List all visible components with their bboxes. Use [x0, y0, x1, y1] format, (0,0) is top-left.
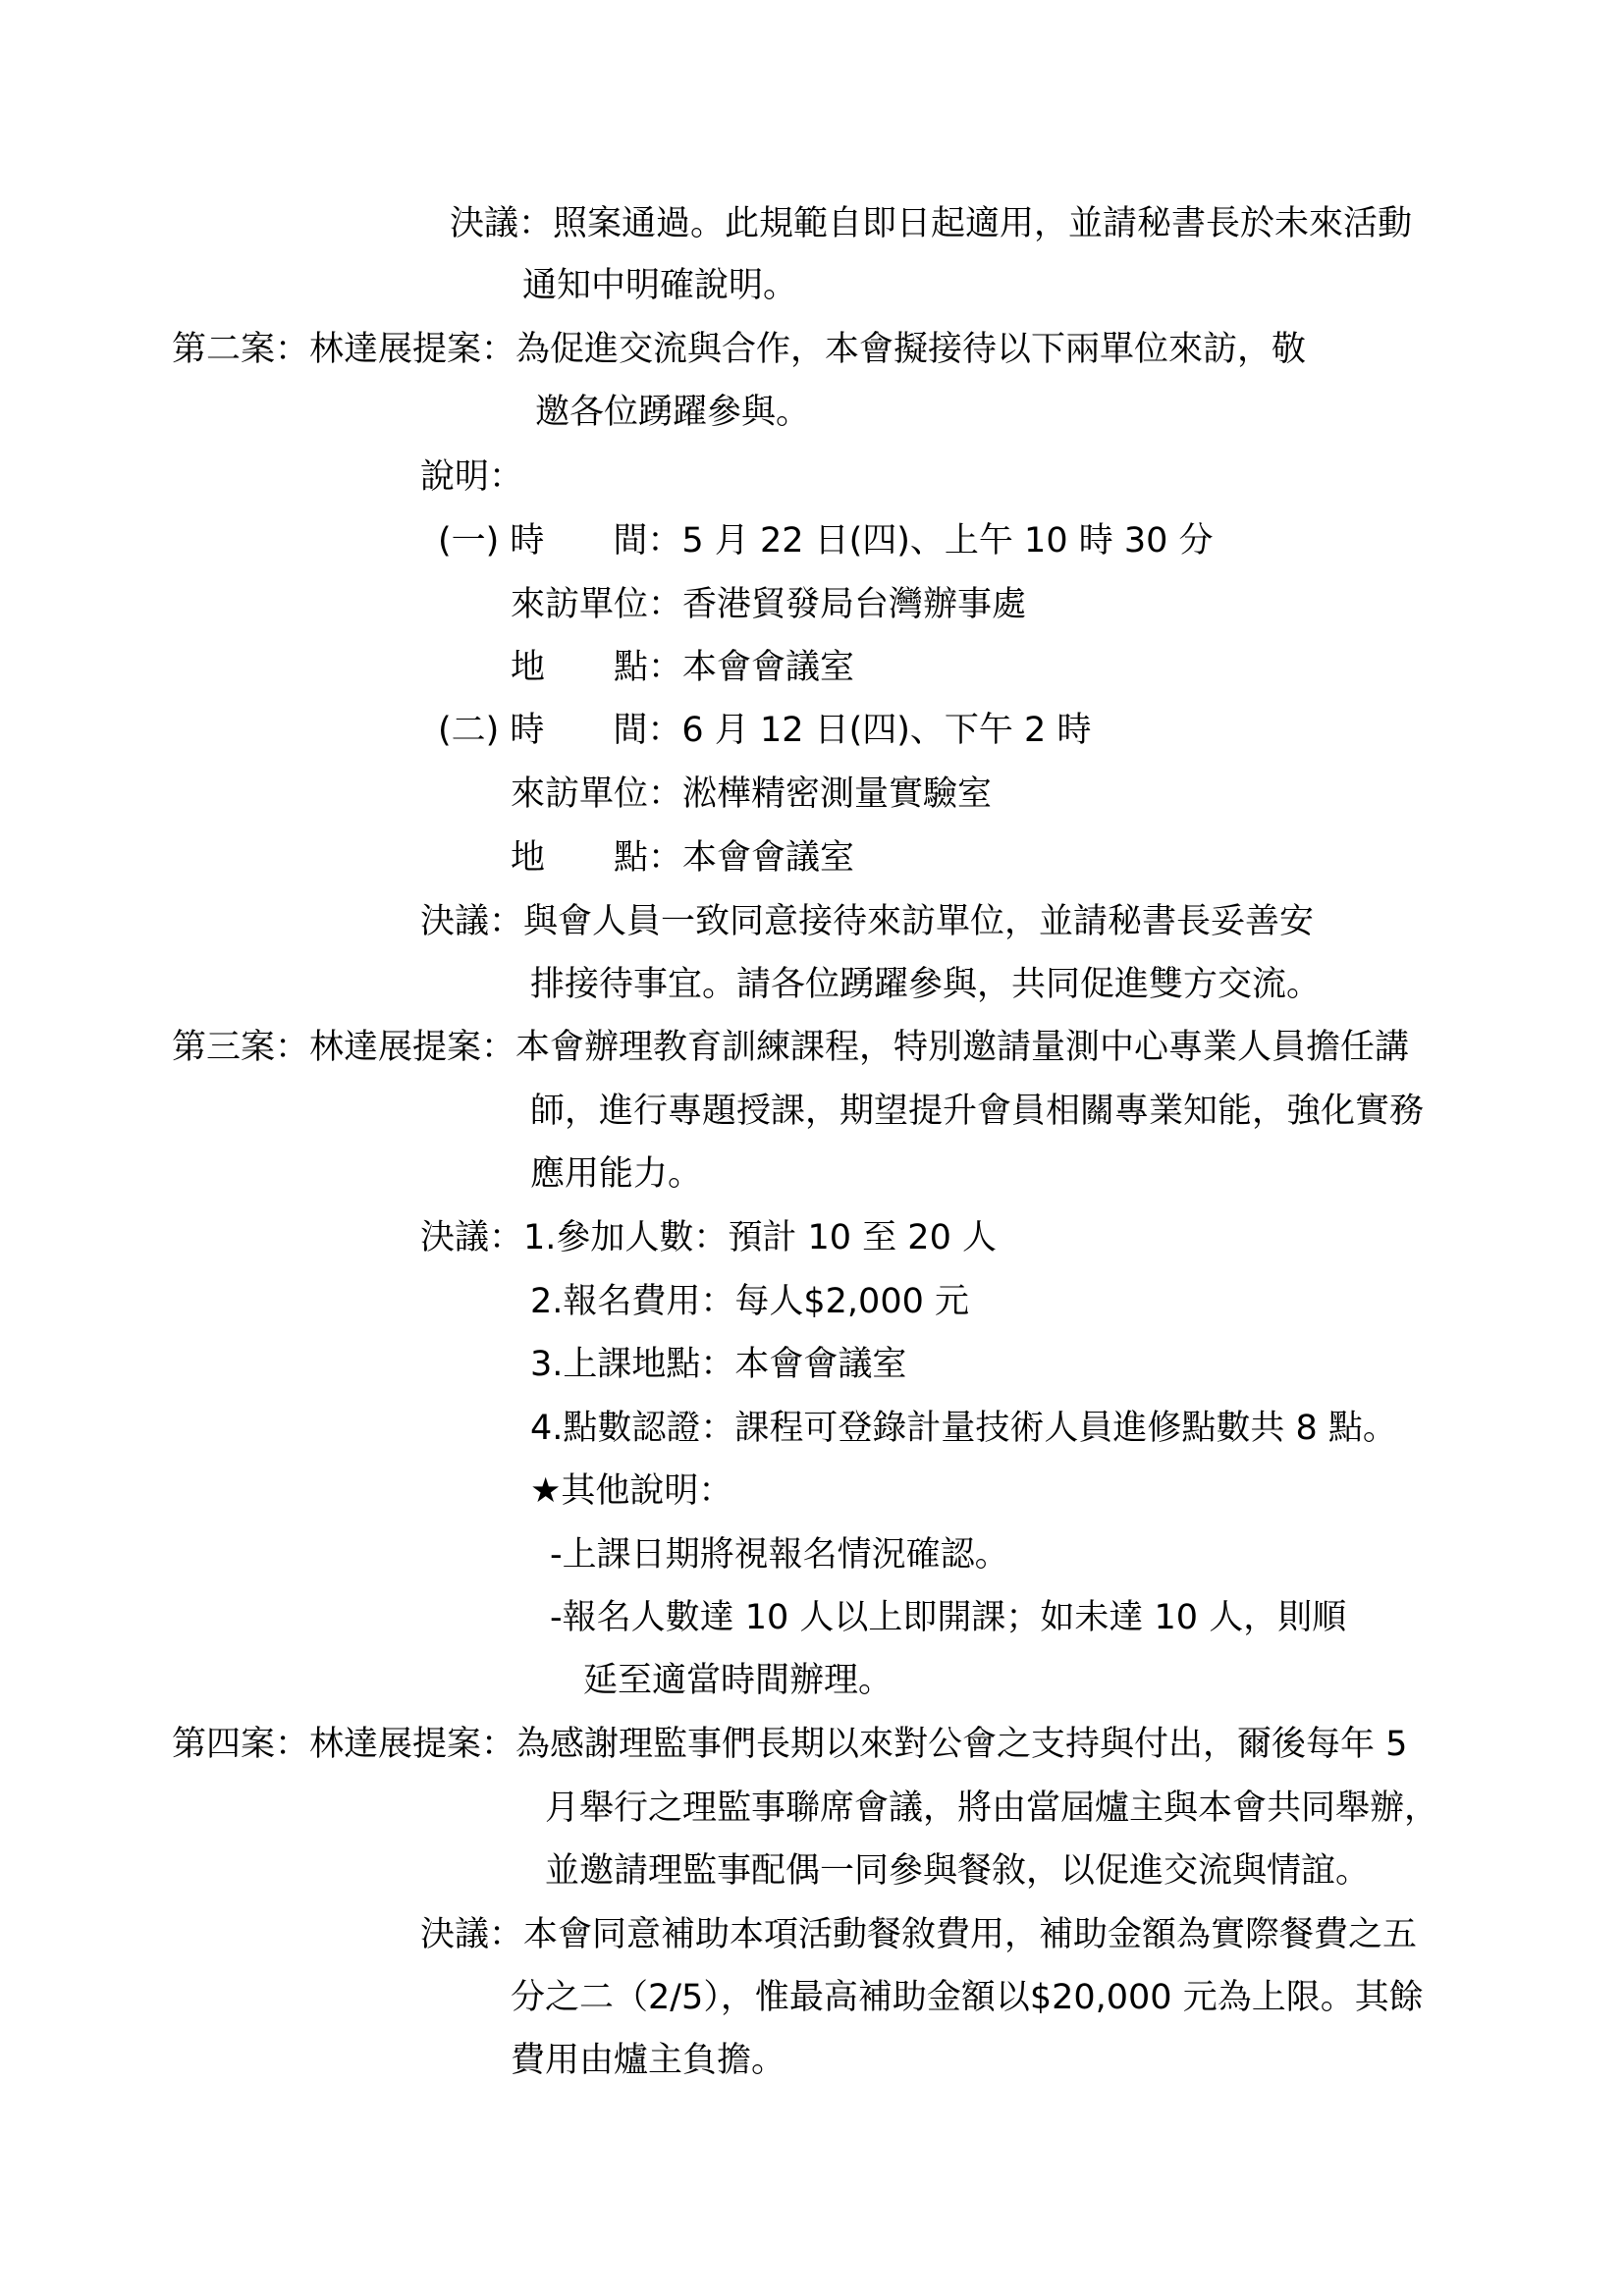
case2-visit2-unit: 來訪單位：淞樺精密測量實驗室 — [511, 774, 993, 814]
case2-visit2-time: (二) 時 間：6 月 12 日(四)、下午 2 時 — [438, 711, 1092, 750]
case2-visit2-place: 地 點：本會會議室 — [511, 838, 855, 878]
case4-resolution-line3: 費用由爐主負擔。 — [511, 2041, 786, 2080]
case2-explain-label: 說明： — [420, 457, 524, 497]
case2-heading-cont: 邀各位踴躍參與。 — [535, 393, 811, 432]
case2-visit1-place: 地 點：本會會議室 — [511, 648, 855, 687]
case3-item3: 3.上課地點：本會會議室 — [530, 1345, 907, 1384]
case3-note2-line1: -報名人數達 10 人以上即開課；如未達 10 人，則順 — [550, 1598, 1347, 1637]
case4-resolution-line1: 決議：本會同意補助本項活動餐敘費用，補助金額為實際餐費之五 — [420, 1915, 1418, 1954]
case4-heading-cont2: 並邀請理監事配偶一同參與餐敘，以促進交流與情誼。 — [545, 1851, 1371, 1891]
case3-note2-line2: 延至適當時間辦理。 — [583, 1661, 893, 1700]
case3-note1: -上課日期將視報名情況確認。 — [550, 1535, 1009, 1575]
case3-heading: 第三案：林達展提案：本會辦理教育訓練課程，特別邀請量測中心專業人員擔任講 — [172, 1028, 1410, 1067]
case4-heading: 第四案：林達展提案：為感謝理監事們長期以來對公會之支持與付出，爾後每年 5 — [172, 1725, 1408, 1764]
case1-resolution-line1: 決議：照案通過。此規範自即日起適用，並請秘書長於未來活動 — [450, 204, 1413, 243]
case2-heading: 第二案：林達展提案：為促進交流與合作，本會擬接待以下兩單位來訪，敬 — [172, 330, 1307, 369]
case1-resolution-line2: 通知中明確說明。 — [522, 266, 798, 305]
case3-resolution-item1: 決議：1.參加人數：預計 10 至 20 人 — [420, 1218, 997, 1257]
case3-item4: 4.點數認證：課程可登錄計量技術人員進修點數共 8 點。 — [530, 1409, 1397, 1448]
case2-visit1-unit: 來訪單位：香港貿發局台灣辦事處 — [511, 585, 1027, 624]
case3-heading-cont2: 應用能力。 — [530, 1154, 703, 1194]
case3-item2: 2.報名費用：每人$2,000 元 — [530, 1282, 969, 1321]
case4-heading-cont1: 月舉行之理監事聯席會議，將由當屆爐主與本會共同舉辦， — [545, 1789, 1439, 1828]
case2-resolution-line1: 決議：與會人員一致同意接待來訪單位，並請秘書長妥善安 — [420, 902, 1315, 941]
case2-resolution-line2: 排接待事宜。請各位踴躍參與，共同促進雙方交流。 — [530, 965, 1322, 1004]
case3-other-label: ★其他說明： — [530, 1471, 733, 1511]
case4-resolution-line2: 分之二（2/5），惟最高補助金額以$20,000 元為上限。其餘 — [511, 1978, 1424, 2017]
case2-visit1-time: (一) 時 間：5 月 22 日(四)、上午 10 時 30 分 — [438, 521, 1214, 561]
case3-heading-cont1: 師，進行專題授課，期望提升會員相關專業知能，強化實務 — [530, 1092, 1425, 1131]
